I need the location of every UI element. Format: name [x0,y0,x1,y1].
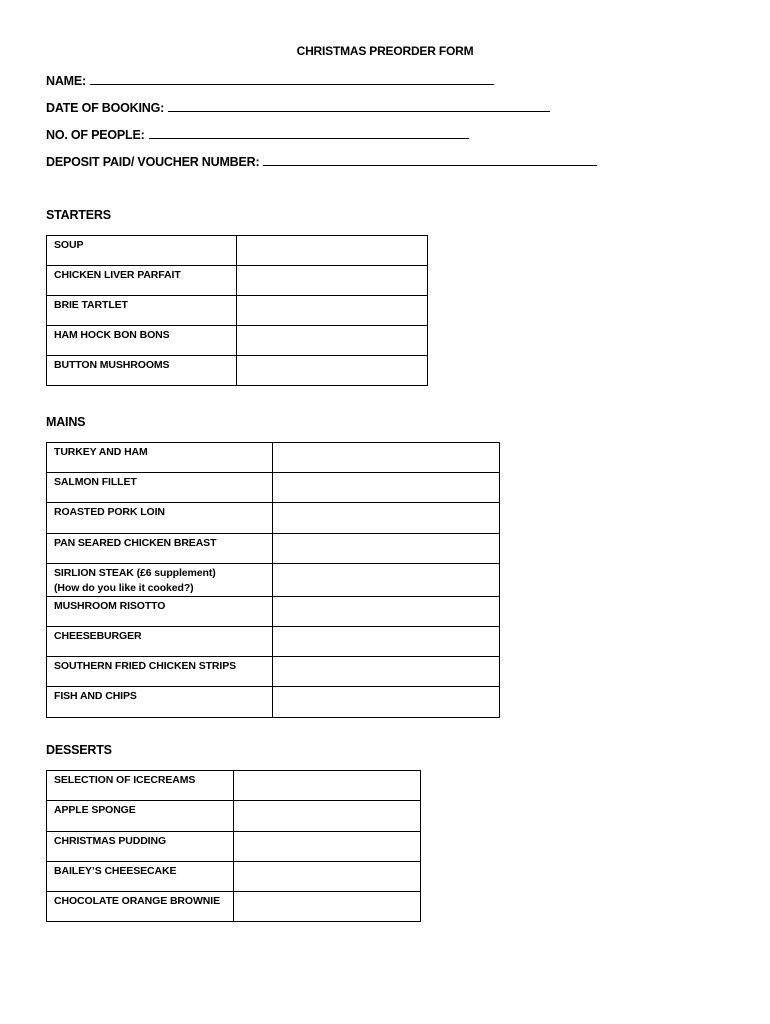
dessert-quantity-cell[interactable] [234,771,421,801]
dessert-quantity-cell[interactable] [234,892,421,922]
table-row [47,892,421,922]
dessert-quantity-cell[interactable] [234,832,421,862]
starter-quantity-cell[interactable] [237,356,428,386]
dessert-quantity-cell[interactable] [234,801,421,832]
main-item-name: SALMON FILLET [47,473,273,503]
table-row [47,356,428,386]
dessert-quantity-cell[interactable] [234,862,421,892]
main-item-name: PAN SEARED CHICKEN BREAST [47,534,273,564]
table-row [47,473,500,503]
name-field [46,72,494,88]
deposit-voucher-label: DEPOSIT PAID/ VOUCHER NUMBER: [46,155,260,169]
starter-item-name: BRIE TARTLET [47,296,237,326]
table-row [47,326,428,356]
table-row [47,832,421,862]
main-item-name: CHEESEBURGER [47,627,273,657]
desserts-heading: DESSERTS [46,743,112,757]
main-quantity-cell[interactable] [273,473,500,503]
main-item-name: ROASTED PORK LOIN [47,503,273,534]
main-item-note: (How do you like it cooked?) [54,582,194,594]
starter-item-name: BUTTON MUSHROOMS [47,356,237,386]
starter-quantity-cell[interactable] [237,296,428,326]
main-item-name: FISH AND CHIPS [47,687,273,718]
main-item-name: SIRLION STEAK (£6 supplement) [54,567,216,579]
deposit-voucher-input-line[interactable] [263,153,597,166]
main-item-name: SOUTHERN FRIED CHICKEN STRIPS [47,657,273,687]
table-row [47,771,421,801]
table-row [47,534,500,564]
table-row [47,597,500,627]
starters-heading: STARTERS [46,208,111,222]
table-row [47,296,428,326]
mains-heading: MAINS [46,415,86,429]
main-item-name: MUSHROOM RISOTTO [47,597,273,627]
starters-table [46,235,428,386]
starter-quantity-cell[interactable] [237,236,428,266]
date-of-booking-field [46,99,550,115]
number-of-people-input-line[interactable] [149,126,469,139]
starter-item-name: HAM HOCK BON BONS [47,326,237,356]
desserts-table [46,770,421,922]
starter-item-name: SOUP [47,236,237,266]
dessert-item-name: CHOCOLATE ORANGE BROWNIE [47,892,234,922]
table-row [47,687,500,718]
main-quantity-cell[interactable] [273,597,500,627]
starter-item-name: CHICKEN LIVER PARFAIT [47,266,237,296]
table-row [47,503,500,534]
date-of-booking-label: DATE OF BOOKING: [46,101,165,115]
table-row [47,657,500,687]
table-row [47,801,421,832]
dessert-item-name: CHRISTMAS PUDDING [47,832,234,862]
table-row [47,236,428,266]
table-row [47,564,500,597]
main-quantity-cell[interactable] [273,564,500,597]
name-label: NAME: [46,74,86,88]
table-row [47,627,500,657]
main-quantity-cell[interactable] [273,687,500,718]
starter-quantity-cell[interactable] [237,266,428,296]
table-row [47,443,500,473]
table-row [47,862,421,892]
page-title: CHRISTMAS PREORDER FORM [296,44,474,58]
dessert-item-name: SELECTION OF ICECREAMS [47,771,234,801]
name-input-line[interactable] [90,72,494,85]
table-row [47,266,428,296]
main-item-name: TURKEY AND HAM [47,443,273,473]
mains-table [46,442,500,718]
starter-quantity-cell[interactable] [237,326,428,356]
main-quantity-cell[interactable] [273,503,500,534]
number-of-people-label: NO. OF PEOPLE: [46,128,145,142]
deposit-voucher-field [46,153,597,169]
date-of-booking-input-line[interactable] [168,99,550,112]
number-of-people-field [46,126,469,142]
main-quantity-cell[interactable] [273,627,500,657]
main-quantity-cell[interactable] [273,534,500,564]
main-quantity-cell[interactable] [273,657,500,687]
main-quantity-cell[interactable] [273,443,500,473]
dessert-item-name: APPLE SPONGE [47,801,234,832]
main-item-steak [47,564,273,597]
dessert-item-name: BAILEY’S CHEESECAKE [47,862,234,892]
